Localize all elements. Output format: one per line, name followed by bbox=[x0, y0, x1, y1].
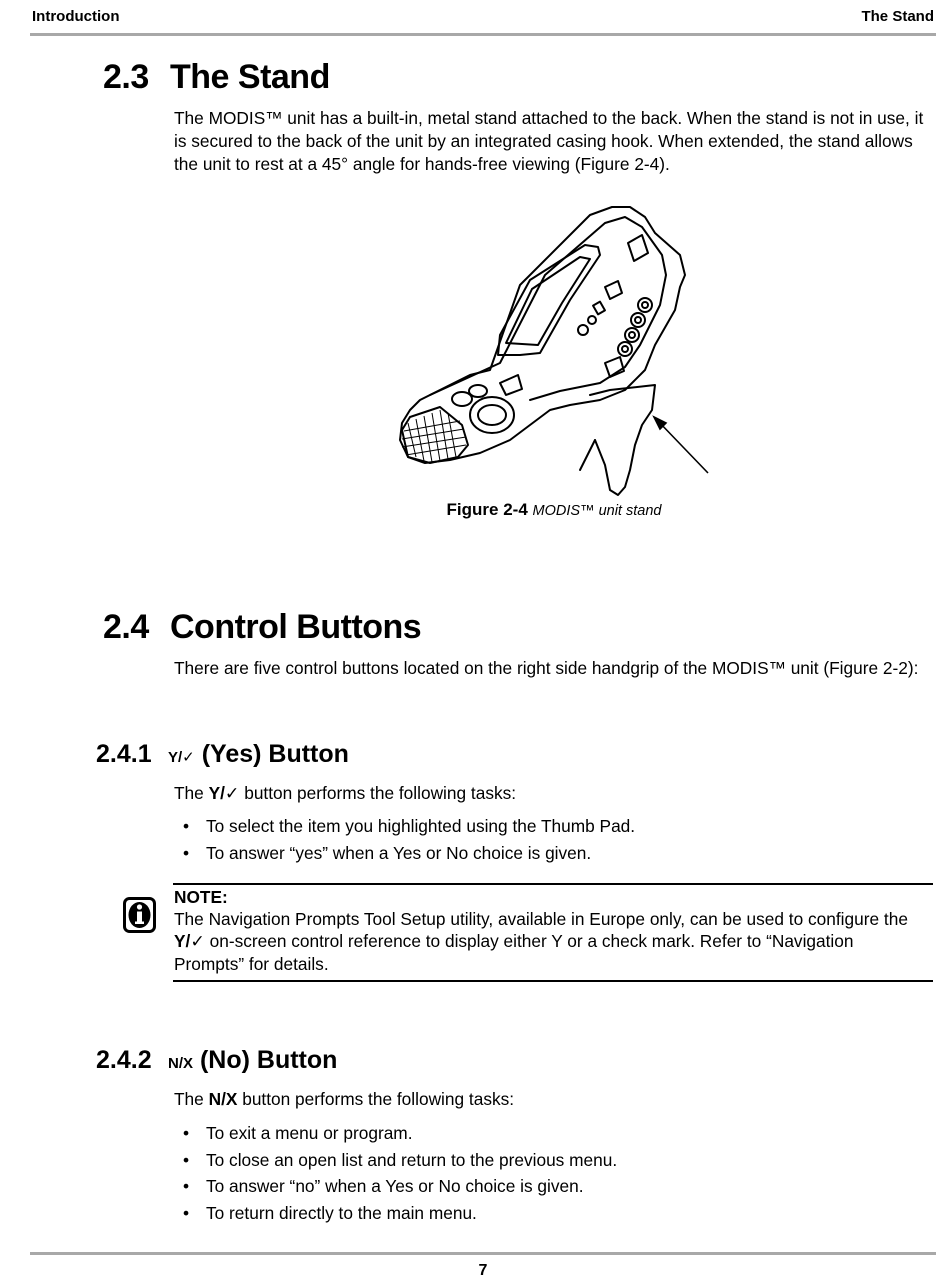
running-header-right: The Stand bbox=[861, 8, 934, 25]
bullet-glyph: • bbox=[183, 1176, 190, 1197]
list-item bbox=[183, 840, 923, 867]
note-title: NOTE: bbox=[174, 887, 228, 907]
intro-prefix: The bbox=[174, 1089, 209, 1109]
subsection-title bbox=[168, 740, 349, 769]
section-number: 2.4 bbox=[103, 608, 149, 646]
section-heading-2-4 bbox=[103, 608, 603, 648]
note-line: The Navigation Prompts Tool Setup utility, available in Europe only, can be used to configure the bbox=[174, 909, 908, 929]
note-line-rest: on-screen control reference to display either Y or a check mark. Refer to “Navigation bbox=[204, 931, 854, 952]
subsection-title-text: (Yes) Button bbox=[201, 740, 349, 768]
subsection-title-text: (No) Button bbox=[199, 1046, 338, 1074]
button-key-label: Y/✓ bbox=[168, 749, 195, 766]
list-item bbox=[183, 1120, 923, 1147]
list-item-text: To exit a menu or program. bbox=[206, 1123, 413, 1143]
figure-label: Figure 2-4 bbox=[446, 500, 528, 519]
no-button-tasks bbox=[183, 1120, 923, 1227]
bullet-glyph: • bbox=[183, 1149, 190, 1170]
bullet-glyph: • bbox=[183, 816, 190, 836]
stand-paragraph: The MODIS™ unit has a built-in, metal stand attached to the back. When the stand is not in use, it is secured to the back of the unit by an integrated casing hook. When extended, the stand allows the unit to rest at a 45° angle for hands-free viewing (Figure 2-4). bbox=[174, 108, 924, 174]
figure-caption bbox=[0, 500, 950, 520]
page-number: 7 bbox=[478, 1262, 488, 1279]
list-item-text: To answer “yes” when a Yes or No choice is given. bbox=[206, 842, 592, 863]
list-item bbox=[183, 1173, 923, 1200]
intro-suffix: button performs the following tasks: bbox=[237, 1089, 515, 1109]
intro-key: Y/✓ bbox=[208, 783, 240, 803]
list-item bbox=[183, 1147, 923, 1174]
footer-rule bbox=[30, 1252, 936, 1255]
bullet-glyph: • bbox=[183, 1123, 190, 1143]
intro-suffix: button performs the following tasks: bbox=[239, 783, 517, 803]
list-item bbox=[183, 1200, 923, 1227]
list-item-text: To close an open list and return to the previous menu. bbox=[206, 1149, 618, 1170]
intro-key: N/X bbox=[208, 1089, 238, 1109]
note-key: Y/✓ bbox=[174, 931, 205, 952]
list-item bbox=[183, 813, 923, 840]
running-header-left: Introduction bbox=[32, 8, 120, 25]
modis-unit-stand-figure bbox=[380, 195, 725, 500]
section-number: 2.3 bbox=[103, 58, 149, 96]
bullet-glyph: • bbox=[183, 842, 190, 863]
note-line: Prompts” for details. bbox=[174, 953, 329, 974]
note-top-rule bbox=[173, 883, 933, 885]
figure-caption-text: MODIS™ unit stand bbox=[532, 503, 662, 519]
subsection-heading-2-4-2 bbox=[96, 1046, 496, 1076]
section-heading-2-3 bbox=[103, 58, 503, 98]
section-title: Control Buttons bbox=[170, 608, 422, 646]
subsection-title bbox=[168, 1046, 337, 1075]
control-buttons-paragraph: There are five control buttons located on the right side handgrip of the MODIS™ unit (Figure 2-2): bbox=[174, 658, 919, 678]
yes-button-tasks bbox=[183, 813, 923, 866]
list-item-text: To select the item you highlighted using the Thumb Pad. bbox=[206, 816, 636, 836]
yes-button-intro bbox=[174, 782, 938, 805]
button-key-label: N/X bbox=[168, 1055, 194, 1072]
bullet-glyph: • bbox=[183, 1203, 190, 1224]
list-item-text: To return directly to the main menu. bbox=[206, 1203, 477, 1224]
no-button-intro bbox=[174, 1088, 938, 1111]
subsection-heading-2-4-1 bbox=[96, 740, 496, 770]
section-title: The Stand bbox=[170, 58, 330, 96]
note-bottom-rule bbox=[173, 980, 933, 982]
intro-prefix: The bbox=[174, 783, 209, 803]
note-line bbox=[174, 930, 936, 952]
subsection-number: 2.4.2 bbox=[96, 1046, 152, 1074]
info-icon bbox=[123, 897, 156, 933]
note-text bbox=[174, 908, 936, 975]
list-item-text: To answer “no” when a Yes or No choice is given. bbox=[206, 1176, 584, 1197]
header-rule bbox=[30, 33, 936, 36]
subsection-number: 2.4.1 bbox=[96, 740, 152, 768]
